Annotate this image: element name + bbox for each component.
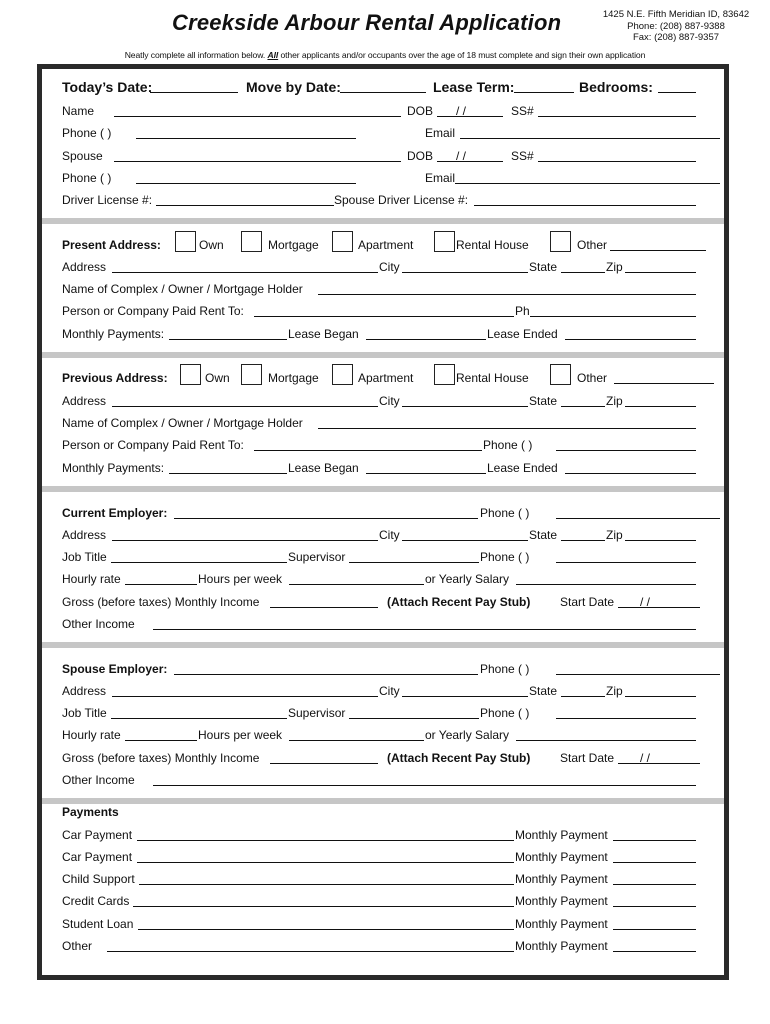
row-spouse-employer-other-income	[62, 772, 770, 788]
spouse-employer-supervisor-label: Supervisor	[288, 706, 346, 720]
spouse-field[interactable]	[114, 161, 401, 162]
spouse-ss-field[interactable]	[538, 161, 696, 162]
previous-city-field[interactable]	[402, 406, 528, 407]
present-own-label: Own	[199, 238, 224, 252]
payment-item-label: Credit Cards	[62, 894, 130, 908]
payment-item-field[interactable]	[137, 840, 514, 841]
employer-zip-label: Zip	[606, 528, 623, 542]
employer-supervisor-phone-label: Phone ( )	[480, 550, 530, 564]
phone-label: Phone ( )	[62, 126, 112, 140]
employer-city-label: City	[379, 528, 400, 542]
employer-zip-field[interactable]	[625, 540, 696, 541]
row-payments-heading	[62, 804, 770, 820]
spouse-employer-attach-note: (Attach Recent Pay Stub)	[387, 751, 531, 765]
payment-monthly-field[interactable]	[613, 951, 696, 952]
employer-phone-label: Phone ( )	[480, 506, 530, 520]
previous-city-label: City	[379, 394, 400, 408]
previous-paid-to-label: Person or Company Paid Rent To:	[62, 438, 244, 452]
bedrooms-label: Bedrooms:	[579, 79, 653, 95]
previous-zip-label: Zip	[606, 394, 623, 408]
row-present-complex	[62, 281, 770, 297]
employer-gross-field[interactable]	[270, 607, 378, 608]
spouse-employer-heading: Spouse Employer:	[62, 662, 168, 676]
row-employer-job	[62, 549, 770, 565]
present-lease-began-label: Lease Began	[288, 327, 359, 341]
row-employer-address	[62, 527, 770, 543]
row-spouse-phone-email	[62, 170, 770, 186]
present-ph-label: Ph	[515, 304, 530, 318]
row-present-type	[62, 237, 770, 253]
row-previous-type	[62, 370, 770, 386]
ss-label: SS#	[511, 104, 534, 118]
spouse-dob-label: DOB	[407, 149, 434, 163]
row-spouse-employer-address	[62, 683, 770, 699]
section-divider	[42, 218, 724, 224]
payment-item-field[interactable]	[138, 929, 514, 930]
present-city-label: City	[379, 260, 400, 274]
spouse-employer-gross-label: Gross (before taxes) Monthly Income	[62, 751, 260, 765]
driver-license-label: Driver License #:	[62, 193, 153, 207]
previous-complex-field[interactable]	[318, 428, 696, 429]
employer-job-title-label: Job Title	[62, 550, 107, 564]
section-divider	[42, 642, 724, 648]
spouse-employer-phone-label: Phone ( )	[480, 662, 530, 676]
row-dates	[62, 79, 770, 95]
row-name	[62, 103, 770, 119]
office-fax: Fax: (208) 887-9357	[632, 32, 720, 43]
employer-name-field[interactable]	[174, 518, 478, 519]
previous-other-checkbox[interactable]	[550, 364, 571, 385]
payment-item-label: Student Loan	[62, 917, 134, 931]
spouse-phone-label: Phone ( )	[62, 171, 112, 185]
payment-monthly-field[interactable]	[613, 884, 696, 885]
present-state-field[interactable]	[561, 272, 605, 273]
spouse-employer-hours-label: Hours per week	[198, 728, 283, 742]
employer-attach-note: (Attach Recent Pay Stub)	[387, 595, 531, 609]
payment-monthly-label: Monthly Payment	[515, 850, 608, 864]
move-by-label: Move by Date:	[246, 79, 341, 95]
row-payment	[62, 827, 770, 843]
present-zip-label: Zip	[606, 260, 623, 274]
row-payment	[62, 938, 770, 954]
move-by-field[interactable]	[340, 92, 426, 93]
payment-monthly-field[interactable]	[613, 862, 696, 863]
present-state-label: State	[529, 260, 558, 274]
spouse-employer-yearly-label: or Yearly Salary	[425, 728, 510, 742]
dob-field[interactable]	[437, 116, 503, 117]
payment-monthly-field[interactable]	[613, 906, 696, 907]
spouse-employer-other-income-label: Other Income	[62, 773, 135, 787]
employer-phone-field[interactable]	[556, 518, 720, 519]
row-spouse-employer-job	[62, 705, 770, 721]
payment-monthly-label: Monthly Payment	[515, 894, 608, 908]
payment-item-label: Car Payment	[62, 828, 133, 842]
payment-item-label: Other	[62, 939, 93, 953]
row-previous-monthly	[62, 460, 770, 476]
instructions-pre: Neatly complete all information below.	[124, 50, 266, 60]
previous-mortgage-checkbox[interactable]	[241, 364, 262, 385]
spouse-employer-other-income-field[interactable]	[153, 785, 696, 786]
row-spouse-employer-pay	[62, 727, 770, 743]
previous-mortgage-label: Mortgage	[268, 371, 319, 385]
spouse-employer-supervisor-field[interactable]	[349, 718, 479, 719]
payment-monthly-label: Monthly Payment	[515, 917, 608, 931]
employer-hourly-field[interactable]	[125, 584, 197, 585]
employer-start-date-field[interactable]	[618, 607, 700, 608]
form-title: Creekside Arbour Rental Application	[172, 10, 562, 35]
present-ph-field[interactable]	[530, 316, 696, 317]
spouse-employer-start-date-field[interactable]	[618, 763, 700, 764]
spouse-employer-supervisor-phone-field[interactable]	[556, 718, 696, 719]
employer-gross-label: Gross (before taxes) Monthly Income	[62, 595, 260, 609]
previous-state-label: State	[529, 394, 558, 408]
payment-monthly-field[interactable]	[613, 929, 696, 930]
payment-monthly-label: Monthly Payment	[515, 939, 608, 953]
present-rental-house-checkbox[interactable]	[434, 231, 455, 252]
row-employer	[62, 505, 770, 521]
present-monthly-label: Monthly Payments:	[62, 327, 165, 341]
previous-phone-field[interactable]	[556, 450, 696, 451]
payment-item-field[interactable]	[133, 906, 514, 907]
present-other-label: Other	[577, 238, 608, 252]
row-spouse	[62, 148, 770, 164]
spouse-employer-start-date-label: Start Date	[560, 751, 615, 765]
spouse-employer-job-title-field[interactable]	[111, 718, 287, 719]
driver-license-field[interactable]	[156, 205, 334, 206]
todays-date-field[interactable]	[150, 92, 238, 93]
spouse-employer-address-label: Address	[62, 684, 107, 698]
row-payment	[62, 871, 770, 887]
row-employer-gross	[62, 594, 770, 610]
previous-other-label: Other	[577, 371, 608, 385]
employer-start-date-separators: / /	[640, 595, 651, 609]
previous-lease-ended-field[interactable]	[565, 473, 696, 474]
spouse-label: Spouse	[62, 149, 103, 163]
lease-term-field[interactable]	[514, 92, 574, 93]
row-payment	[62, 849, 770, 865]
ss-field[interactable]	[538, 116, 696, 117]
present-apartment-label: Apartment	[358, 238, 414, 252]
office-address: 1425 N.E. Fifth Meridian ID, 83642	[602, 9, 750, 20]
present-apartment-checkbox[interactable]	[332, 231, 353, 252]
row-employer-other-income	[62, 616, 770, 632]
row-present-monthly	[62, 326, 770, 342]
dob-label: DOB	[407, 104, 434, 118]
employer-city-field[interactable]	[402, 540, 528, 541]
previous-lease-began-field[interactable]	[366, 473, 486, 474]
instructions	[0, 50, 770, 60]
spouse-employer-address-field[interactable]	[112, 696, 378, 697]
name-label: Name	[62, 104, 95, 118]
employer-yearly-label: or Yearly Salary	[425, 572, 510, 586]
present-paid-to-field[interactable]	[254, 316, 514, 317]
present-lease-ended-field[interactable]	[565, 339, 696, 340]
employer-state-label: State	[529, 528, 558, 542]
spouse-license-field[interactable]	[474, 205, 696, 206]
present-lease-began-field[interactable]	[366, 339, 486, 340]
row-payment	[62, 916, 770, 932]
spouse-employer-phone-field[interactable]	[556, 674, 720, 675]
employer-state-field[interactable]	[561, 540, 605, 541]
present-other-checkbox[interactable]	[550, 231, 571, 252]
email-field[interactable]	[460, 138, 720, 139]
previous-lease-began-label: Lease Began	[288, 461, 359, 475]
employer-other-income-label: Other Income	[62, 617, 135, 631]
previous-monthly-label: Monthly Payments:	[62, 461, 165, 475]
payments-heading: Payments	[62, 805, 119, 819]
spouse-email-field[interactable]	[455, 183, 720, 184]
row-phone-email	[62, 125, 770, 141]
spouse-email-label: Email	[425, 171, 456, 185]
spouse-dob-separators: / /	[456, 149, 467, 163]
phone-field[interactable]	[136, 138, 356, 139]
employer-supervisor-label: Supervisor	[288, 550, 346, 564]
present-address-heading: Present Address:	[62, 238, 161, 252]
employer-supervisor-field[interactable]	[349, 562, 479, 563]
payment-item-field[interactable]	[139, 884, 514, 885]
present-address-label: Address	[62, 260, 107, 274]
present-complex-label: Name of Complex / Owner / Mortgage Holder	[62, 282, 303, 296]
row-previous-complex	[62, 415, 770, 431]
payment-item-field[interactable]	[107, 951, 514, 952]
previous-other-field[interactable]	[614, 383, 714, 384]
employer-supervisor-phone-field[interactable]	[556, 562, 696, 563]
present-own-checkbox[interactable]	[175, 231, 196, 252]
present-other-field[interactable]	[610, 250, 706, 251]
previous-address-field[interactable]	[112, 406, 378, 407]
row-licenses	[62, 192, 770, 208]
todays-date-label: Today’s Date:	[62, 79, 153, 95]
spouse-dob-field[interactable]	[437, 161, 503, 162]
spouse-employer-gross-field[interactable]	[270, 763, 378, 764]
payment-item-label: Car Payment	[62, 850, 133, 864]
instructions-post: other applicants and/or occupants over the age of 18 must complete and sign their own application	[280, 50, 646, 60]
employer-other-income-field[interactable]	[153, 629, 696, 630]
previous-address-heading: Previous Address:	[62, 371, 168, 385]
present-mortgage-checkbox[interactable]	[241, 231, 262, 252]
spouse-employer-city-field[interactable]	[402, 696, 528, 697]
previous-address-label: Address	[62, 394, 107, 408]
payment-monthly-label: Monthly Payment	[515, 872, 608, 886]
previous-monthly-field[interactable]	[169, 473, 287, 474]
payment-monthly-field[interactable]	[613, 840, 696, 841]
spouse-employer-yearly-field[interactable]	[516, 740, 696, 741]
spouse-employer-hours-field[interactable]	[289, 740, 424, 741]
name-field[interactable]	[114, 116, 401, 117]
present-zip-field[interactable]	[625, 272, 696, 273]
row-present-paid-to	[62, 303, 770, 319]
payment-monthly-label: Monthly Payment	[515, 828, 608, 842]
email-label: Email	[425, 126, 456, 140]
row-payment	[62, 893, 770, 909]
row-spouse-employer-gross	[62, 750, 770, 766]
previous-lease-ended-label: Lease Ended	[487, 461, 558, 475]
employer-hourly-label: Hourly rate	[62, 572, 121, 586]
present-monthly-field[interactable]	[169, 339, 287, 340]
employer-job-title-field[interactable]	[111, 562, 287, 563]
previous-zip-field[interactable]	[625, 406, 696, 407]
spouse-employer-job-title-label: Job Title	[62, 706, 107, 720]
present-complex-field[interactable]	[318, 294, 696, 295]
spouse-phone-field[interactable]	[136, 183, 356, 184]
office-phone: Phone: (208) 887-9388	[627, 20, 725, 32]
employer-heading: Current Employer:	[62, 506, 168, 520]
previous-phone-label: Phone ( )	[483, 438, 533, 452]
previous-paid-to-field[interactable]	[254, 450, 482, 451]
previous-rental-house-checkbox[interactable]	[434, 364, 455, 385]
previous-apartment-checkbox[interactable]	[332, 364, 353, 385]
section-divider	[42, 486, 724, 492]
bedrooms-field[interactable]	[658, 92, 696, 93]
spouse-employer-hourly-label: Hourly rate	[62, 728, 121, 742]
spouse-employer-start-date-separators: / /	[640, 751, 651, 765]
employer-start-date-label: Start Date	[560, 595, 615, 609]
row-spouse-employer	[62, 661, 770, 677]
employer-address-label: Address	[62, 528, 107, 542]
present-city-field[interactable]	[402, 272, 528, 273]
employer-hours-field[interactable]	[289, 584, 424, 585]
spouse-license-label: Spouse Driver License #:	[334, 193, 469, 207]
spouse-employer-hourly-field[interactable]	[125, 740, 197, 741]
present-rental-house-label: Rental House	[456, 238, 529, 252]
spouse-employer-state-label: State	[529, 684, 558, 698]
instructions-all: All	[267, 50, 279, 60]
present-address-field[interactable]	[112, 272, 378, 273]
spouse-employer-zip-field[interactable]	[625, 696, 696, 697]
row-present-address	[62, 259, 770, 275]
section-divider	[42, 352, 724, 358]
present-lease-ended-label: Lease Ended	[487, 327, 558, 341]
row-previous-address	[62, 393, 770, 409]
dob-separators: / /	[456, 104, 467, 118]
row-employer-pay	[62, 571, 770, 587]
spouse-employer-state-field[interactable]	[561, 696, 605, 697]
row-previous-paid-to	[62, 437, 770, 453]
previous-rental-house-label: Rental House	[456, 371, 529, 385]
office-contact	[590, 9, 762, 44]
spouse-employer-name-field[interactable]	[174, 674, 478, 675]
payment-item-field[interactable]	[137, 862, 514, 863]
previous-own-label: Own	[205, 371, 230, 385]
spouse-employer-zip-label: Zip	[606, 684, 623, 698]
payment-item-label: Child Support	[62, 872, 135, 886]
spouse-ss-label: SS#	[511, 149, 534, 163]
employer-address-field[interactable]	[112, 540, 378, 541]
previous-state-field[interactable]	[561, 406, 605, 407]
previous-own-checkbox[interactable]	[180, 364, 201, 385]
present-paid-to-label: Person or Company Paid Rent To:	[62, 304, 244, 318]
previous-complex-label: Name of Complex / Owner / Mortgage Holder	[62, 416, 303, 430]
spouse-employer-supervisor-phone-label: Phone ( )	[480, 706, 530, 720]
employer-yearly-field[interactable]	[516, 584, 696, 585]
present-mortgage-label: Mortgage	[268, 238, 319, 252]
lease-term-label: Lease Term:	[433, 79, 515, 95]
employer-hours-label: Hours per week	[198, 572, 283, 586]
previous-apartment-label: Apartment	[358, 371, 414, 385]
spouse-employer-city-label: City	[379, 684, 400, 698]
